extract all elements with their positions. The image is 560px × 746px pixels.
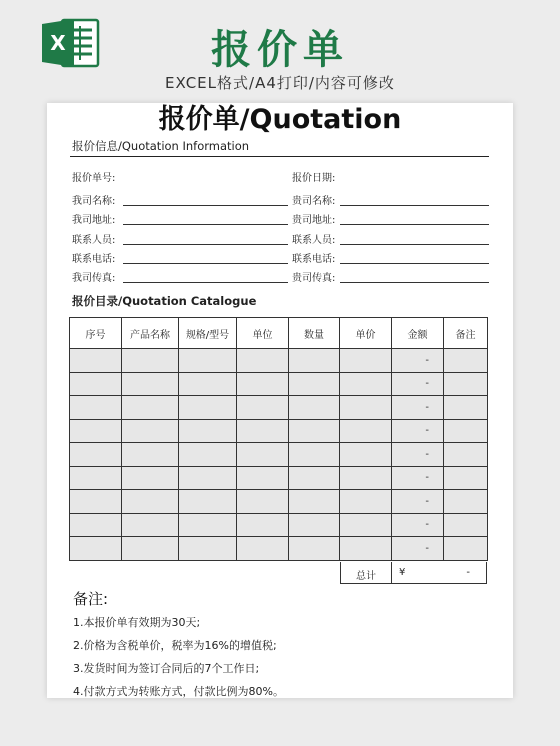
cell-spec-model[interactable] <box>179 490 237 514</box>
col-header-spec-model: 规格/型号 <box>179 318 237 349</box>
cell-index[interactable] <box>70 443 122 467</box>
cell-index[interactable] <box>70 396 122 420</box>
table-row <box>70 490 488 514</box>
cell-unit-price[interactable] <box>340 466 392 490</box>
total-currency: ¥ <box>399 567 406 578</box>
cell-amount[interactable]: - <box>392 466 444 490</box>
table-row <box>70 466 488 490</box>
notes-title: 备注: <box>73 590 109 608</box>
total-row <box>340 562 487 584</box>
col-header-product-name: 产品名称 <box>122 318 179 349</box>
cell-index[interactable] <box>70 537 122 561</box>
banner-subtitle: EXCEL格式/A4打印/内容可修改 <box>165 74 395 92</box>
cell-unit[interactable] <box>237 349 289 373</box>
client-company-name-label: 贵司名称: <box>292 196 336 207</box>
cell-index[interactable] <box>70 372 122 396</box>
cell-product-name[interactable] <box>122 466 179 490</box>
cell-unit[interactable] <box>237 419 289 443</box>
cell-unit-price[interactable] <box>340 443 392 467</box>
info-section-rule <box>70 156 489 157</box>
info-section-label: 报价信息/Quotation Information <box>72 139 250 153</box>
cell-unit-price[interactable] <box>340 396 392 420</box>
table-row <box>70 372 488 396</box>
cell-amount[interactable]: - <box>392 372 444 396</box>
cell-spec-model[interactable] <box>179 466 237 490</box>
col-header-amount: 金额 <box>392 318 444 349</box>
cell-remark[interactable] <box>444 513 488 537</box>
cell-spec-model[interactable] <box>179 513 237 537</box>
cell-remark[interactable] <box>444 537 488 561</box>
cell-product-name[interactable] <box>122 396 179 420</box>
cell-product-name[interactable] <box>122 537 179 561</box>
cell-product-name[interactable] <box>122 443 179 467</box>
svg-text:X: X <box>50 31 66 55</box>
client-address-label: 贵司地址: <box>292 215 336 226</box>
cell-product-name[interactable] <box>122 419 179 443</box>
client-fax-field[interactable] <box>340 282 489 283</box>
col-header-index: 序号 <box>70 318 122 349</box>
cell-unit-price[interactable] <box>340 349 392 373</box>
cell-remark[interactable] <box>444 443 488 467</box>
total-label: 总计 <box>356 571 376 582</box>
note-item: 3.发货时间为签订合同后的7个工作日; <box>73 662 260 675</box>
our-contact-label: 联系人员: <box>72 235 116 246</box>
document-title: 报价单/Quotation <box>158 104 402 135</box>
our-phone-label: 联系电话: <box>72 254 116 265</box>
total-divider <box>391 562 392 583</box>
our-company-name-label: 我司名称: <box>72 196 116 207</box>
cell-remark[interactable] <box>444 349 488 373</box>
our-address-label: 我司地址: <box>72 215 116 226</box>
cell-amount[interactable]: - <box>392 513 444 537</box>
cell-unit-price[interactable] <box>340 419 392 443</box>
cell-unit[interactable] <box>237 443 289 467</box>
table-row <box>70 443 488 467</box>
table-row <box>70 396 488 420</box>
cell-unit-price[interactable] <box>340 490 392 514</box>
client-contact-label: 联系人员: <box>292 235 336 246</box>
client-phone-label: 联系电话: <box>292 254 336 265</box>
cell-product-name[interactable] <box>122 513 179 537</box>
cell-index[interactable] <box>70 513 122 537</box>
col-header-remark: 备注 <box>444 318 488 349</box>
our-company-name-field[interactable] <box>123 205 288 206</box>
cell-unit-price[interactable] <box>340 513 392 537</box>
cell-remark[interactable] <box>444 372 488 396</box>
client-phone-field[interactable] <box>340 263 489 264</box>
cell-amount[interactable]: - <box>392 349 444 373</box>
cell-quantity[interactable] <box>289 490 340 514</box>
our-fax-field[interactable] <box>123 282 288 283</box>
cell-unit[interactable] <box>237 466 289 490</box>
total-amount[interactable]: - <box>466 567 470 578</box>
cell-remark[interactable] <box>444 490 488 514</box>
table-body <box>70 349 488 561</box>
cell-quantity[interactable] <box>289 466 340 490</box>
quotation-table <box>69 317 488 561</box>
cell-product-name[interactable] <box>122 349 179 373</box>
table-row <box>70 419 488 443</box>
quotation-sheet <box>47 103 513 698</box>
table-header-row <box>70 318 488 349</box>
cell-quantity[interactable] <box>289 372 340 396</box>
our-phone-field[interactable] <box>123 263 288 264</box>
table-row <box>70 537 488 561</box>
cell-index[interactable] <box>70 349 122 373</box>
cell-index[interactable] <box>70 419 122 443</box>
client-address-field[interactable] <box>340 224 489 225</box>
cell-unit[interactable] <box>237 513 289 537</box>
cell-spec-model[interactable] <box>179 419 237 443</box>
cell-quantity[interactable] <box>289 537 340 561</box>
cell-remark[interactable] <box>444 466 488 490</box>
our-contact-field[interactable] <box>123 244 288 245</box>
cell-index[interactable] <box>70 466 122 490</box>
cell-amount[interactable]: - <box>392 419 444 443</box>
cell-quantity[interactable] <box>289 419 340 443</box>
note-item: 2.价格为含税单价，税率为16%的增值税; <box>73 639 277 652</box>
cell-amount[interactable]: - <box>392 490 444 514</box>
table-row <box>70 349 488 373</box>
catalogue-section-label: 报价目录/Quotation Catalogue <box>72 294 257 308</box>
quote-date-label: 报价日期: <box>292 173 336 184</box>
cell-unit[interactable] <box>237 372 289 396</box>
cell-unit[interactable] <box>237 490 289 514</box>
cell-spec-model[interactable] <box>179 443 237 467</box>
our-fax-label: 我司传真: <box>72 273 116 284</box>
client-contact-field[interactable] <box>340 244 489 245</box>
cell-spec-model[interactable] <box>179 396 237 420</box>
cell-remark[interactable] <box>444 396 488 420</box>
our-address-field[interactable] <box>123 224 288 225</box>
col-header-unit-price: 单价 <box>340 318 392 349</box>
banner <box>0 0 560 100</box>
cell-remark[interactable] <box>444 419 488 443</box>
cell-spec-model[interactable] <box>179 349 237 373</box>
cell-amount[interactable]: - <box>392 537 444 561</box>
cell-unit[interactable] <box>237 396 289 420</box>
quote-number-label: 报价单号: <box>72 173 116 184</box>
banner-title: 报价单 <box>211 27 349 73</box>
client-fax-label: 贵司传真: <box>292 273 336 284</box>
cell-quantity[interactable] <box>289 443 340 467</box>
note-item: 4.付款方式为转账方式，付款比例为80%。 <box>73 685 284 698</box>
client-company-name-field[interactable] <box>340 205 489 206</box>
col-header-quantity: 数量 <box>289 318 340 349</box>
cell-quantity[interactable] <box>289 349 340 373</box>
table-row <box>70 513 488 537</box>
col-header-unit: 单位 <box>237 318 289 349</box>
cell-unit[interactable] <box>237 537 289 561</box>
cell-index[interactable] <box>70 490 122 514</box>
cell-unit-price[interactable] <box>340 372 392 396</box>
note-item: 1.本报价单有效期为30天; <box>73 616 201 629</box>
cell-product-name[interactable] <box>122 490 179 514</box>
cell-quantity[interactable] <box>289 513 340 537</box>
cell-amount[interactable]: - <box>392 443 444 467</box>
cell-spec-model[interactable] <box>179 537 237 561</box>
cell-unit-price[interactable] <box>340 537 392 561</box>
cell-spec-model[interactable] <box>179 372 237 396</box>
cell-amount[interactable]: - <box>392 396 444 420</box>
cell-product-name[interactable] <box>122 372 179 396</box>
cell-quantity[interactable] <box>289 396 340 420</box>
